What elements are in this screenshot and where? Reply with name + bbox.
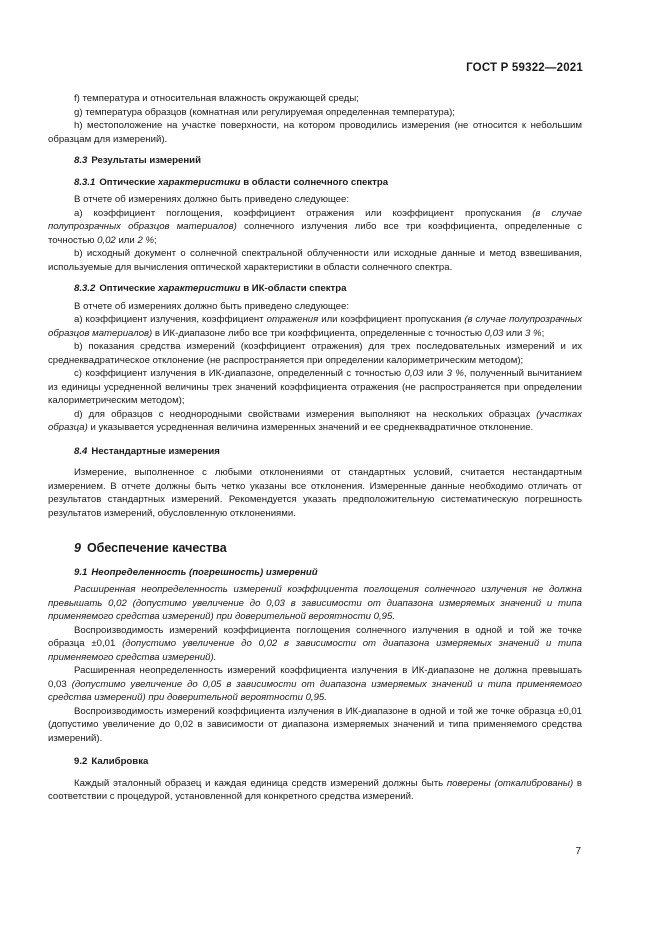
text-run: а) коэффициент поглощения, коэффициент отражения или коэффициент пропускания — [74, 207, 533, 219]
text-run: или — [115, 234, 138, 246]
text-run: (в случае полупрозрачных образцов материалов) — [48, 314, 582, 339]
text-run: 3 % — [446, 368, 464, 379]
text-run: в ИК-диапазоне либо все три коэффициента, определенные с точностью — [152, 327, 485, 339]
text-run: (допустимо увеличение до 0,05 в зависимости от диапазона измеряемых значений и типа применяемого средства измерений) при доверительной вероятности 0,95. — [48, 678, 583, 703]
page-number: 7 — [575, 846, 581, 857]
text-run: , полученный вычитанием из единицы усредненной величины трех значений коэффициента отражения (не распространяется при определении калориметрическим методом); — [48, 368, 582, 406]
text-run: d) для образцов с неоднородными свойствами измерения выполняют на нескольких образцах — [74, 408, 537, 420]
list-item-b: b) показания средства измерений (коэффициент отражения) для трех последовательных измерений и их среднеквадратическое отклонение (не распространяется при определении калориметрическим методом); — [48, 341, 582, 366]
list-item-d — [48, 408, 582, 435]
text-run: а) коэффициент излучения, коэффициент — [74, 314, 267, 325]
paragraph: Расширенная неопределенность измерений коэффициента поглощения солнечного излучения не должна превышать 0,02 (допустимо увеличение до 0,03 в зависимости от диапазона измеряемых значений и типа применяемого средства измерений) при доверительной вероятности 0,95. — [48, 584, 582, 622]
text-run: 2 % — [137, 234, 154, 246]
paragraph: В отчете об измерениях должно быть приведено следующее: — [74, 300, 350, 312]
paragraph — [48, 664, 582, 705]
paragraph — [48, 777, 582, 804]
text-run: 3 % — [525, 327, 542, 339]
title-part: в области солнечного спектра — [240, 176, 389, 188]
paragraph — [48, 624, 582, 665]
section-9-heading — [74, 542, 582, 556]
text-run: отражения — [266, 314, 319, 325]
section-number: 9.2 — [74, 756, 88, 767]
text-run: и указывается усредненная величина измеренных значений и ее среднеквадратичное отклонение. — [87, 422, 534, 433]
document-body — [48, 92, 582, 804]
list-item-f: f) температура и относительная влажность окружающей среды; — [74, 93, 359, 104]
list-item-h: h) местоположение на участке поверхности, на котором проводились измерения (не относится к небольшим образцам для измерений). — [48, 120, 582, 145]
text-run: Расширенная неопределенность измерений коэффициента излучения в ИК-диапазоне не должна превышать 0,03 — [48, 665, 582, 690]
section-title: Калибровка — [91, 756, 149, 767]
title-part: Оптические — [99, 176, 159, 188]
title-part: характеристики — [158, 176, 241, 188]
text-run: 0,03 — [404, 368, 424, 379]
paragraph: Измерение, выполненное с любыми отклонениями от стандартных условий, считается нестандартным измерением. В отчете должны быть четко указаны все отклонения. Измеренные данные необходимо отличать от результатов стандартных измерений. Рекомендуется указать предположительную систематическую погрешность результатов измерений, обусловленную отклонениями. — [48, 467, 582, 519]
section-9-1-heading — [74, 566, 582, 580]
text-run: (допустимо увеличение до 0,02 в зависимости от диапазона измеряемых значений и типа применяемого средства измерений). — [48, 638, 582, 663]
title-part: характеристики — [158, 283, 241, 294]
text-run: 0,02 — [97, 234, 116, 246]
text-run: Каждый эталонный образец и каждая единица средств измерений должны быть — [74, 777, 447, 789]
text-run: (участках образца) — [48, 408, 582, 433]
list-item-g: g) температура образцов (комнатная или регулируемая определенная температура); — [74, 106, 455, 118]
list-item-a — [48, 207, 582, 248]
section-title: Неопределенность (погрешность) измерений — [91, 566, 318, 578]
section-number: 8.4 — [74, 445, 88, 457]
paragraph: В отчете об измерениях должно быть приведено следующее: — [74, 194, 350, 205]
section-8-3-heading — [74, 154, 582, 168]
text-run: солнечного излучения либо все три коэффициента, определенные с точностью — [48, 221, 582, 246]
text-run: Воспроизводимость измерений коэффициента поглощения солнечного излучения в одной и той же точке образца ±0,01 — [48, 624, 582, 649]
section-number: 9 — [74, 541, 81, 555]
document-id: ГОСТ Р 59322—2021 — [466, 62, 583, 74]
paragraph: Воспроизводимость измерений коэффициента излучения в ИК-диапазоне в одной и той же точке образца ±0,01 (допустимо увеличение до 0,02 в зависимости от диапазона измеряемых значений и типа применяемого средства измерений). — [48, 705, 582, 744]
text-run: или коэффициент пропускания — [318, 314, 465, 325]
text-run: c) коэффициент излучения в ИК-диапазоне, определенный с точностью — [74, 368, 405, 379]
section-number: 8.3.1 — [74, 176, 96, 188]
section-9-2-heading — [74, 755, 582, 769]
text-run: 0,03 — [484, 327, 504, 339]
section-title: Обеспечение качества — [86, 541, 227, 555]
text-run: (в случае полупрозрачных образцов материалов) — [48, 207, 583, 232]
section-number: 8.3.2 — [74, 283, 96, 294]
text-run: или — [503, 327, 526, 339]
list-item-c — [48, 367, 582, 408]
text-run: ; — [153, 234, 157, 246]
section-number: 9.1 — [74, 566, 88, 578]
text-run: или — [423, 368, 447, 379]
text-run: поверены (откалиброваны) — [446, 777, 574, 789]
section-number: 8.3 — [74, 155, 88, 166]
list-item-b: b) исходный документ о солнечной спектральной облученности или исходные данные и метод взвешивания, используемые для вычисления оптической характеристики в области солнечного спектра. — [48, 248, 582, 273]
list-item-a — [48, 313, 582, 340]
section-8-4-heading — [74, 445, 582, 459]
title-part: в ИК-области спектра — [240, 283, 347, 294]
section-8-3-1-heading — [74, 176, 582, 190]
section-8-3-2-heading — [74, 282, 582, 296]
text-run: ; — [541, 327, 545, 339]
title-part: Оптические — [99, 283, 159, 294]
section-title: Результаты измерений — [91, 155, 201, 166]
section-title: Нестандартные измерения — [91, 445, 220, 457]
text-run: в соответствии с процедурой, установленной для конкретного средства измерений. — [48, 777, 583, 802]
